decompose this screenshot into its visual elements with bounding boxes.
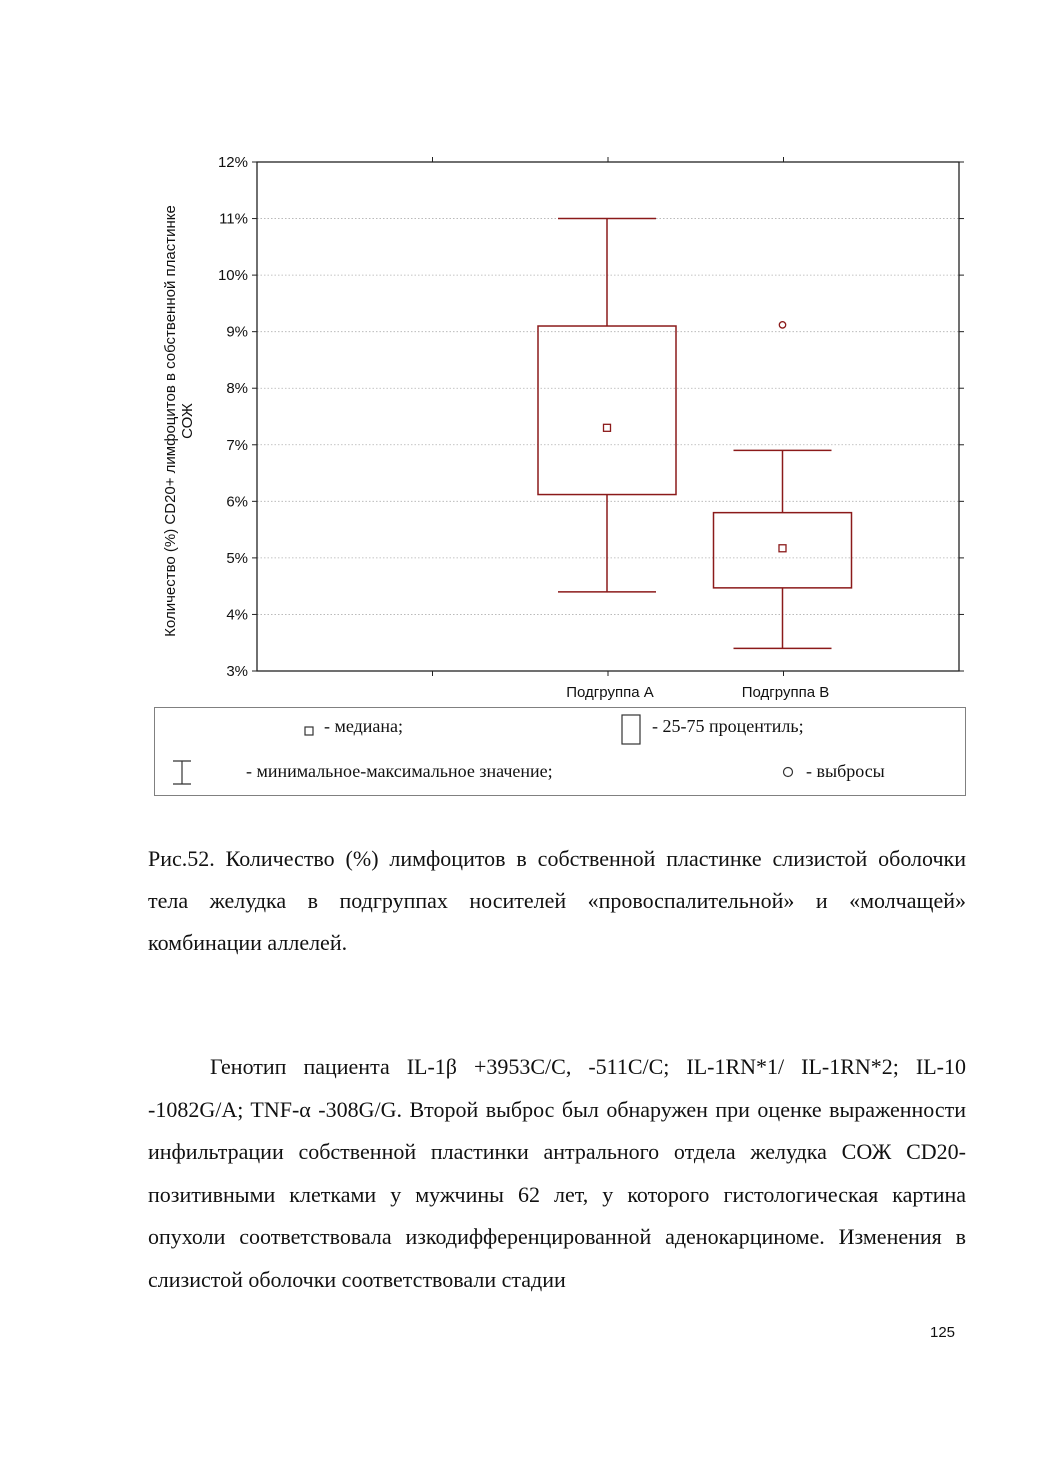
y-tick-label: 10% (217, 267, 248, 285)
median-marker (779, 545, 786, 552)
body-paragraph (148, 1046, 966, 1301)
y-tick-label: 8% (226, 380, 248, 398)
figure-caption (148, 838, 966, 964)
legend-minmax: - минимальное-максимальное значение; (246, 761, 553, 781)
caption-text: Рис.52. Количество (%) лимфоцитов в собственной пластинке слизистой оболочки тела желудка в подгруппах носителей «провоспалительной» и «молчащей» комбинации аллелей. (148, 846, 966, 955)
iqr-box (714, 513, 852, 588)
boxplot-chart (0, 0, 1039, 720)
y-tick-label: 11% (219, 210, 248, 228)
median-marker (604, 424, 611, 431)
minmax-whisker-icon (171, 758, 195, 788)
box-group (714, 322, 852, 649)
median-marker-icon (304, 726, 316, 738)
y-tick-label: 12% (217, 154, 248, 171)
x-ticks (433, 157, 784, 676)
box-group (538, 219, 676, 592)
x-category-label: Подгруппа A (566, 684, 654, 701)
legend-median: - медиана; (324, 716, 404, 736)
x-category-labels (566, 684, 829, 701)
y-tick-labels (218, 154, 248, 680)
outlier-circle-icon (782, 766, 796, 780)
legend-percentile: - 25-75 процентиль; (652, 716, 804, 736)
percentile-box-icon (621, 714, 643, 746)
legend-box (154, 707, 966, 796)
y-axis-label-line-1: Количество (%) CD20+ лимфоцитов в собственной пластинке (162, 205, 179, 637)
y-tick-label: 4% (226, 606, 248, 624)
iqr-box (538, 326, 676, 495)
y-axis-label-line-2: СОЖ (179, 403, 196, 439)
legend-outliers: - выбросы (806, 761, 885, 781)
y-tick-label: 9% (226, 323, 248, 341)
plot-frame (257, 162, 959, 671)
body-text: Генотип пациента IL-1β +3953C/C, -511C/C; IL-1RN*1/ IL-1RN*2; IL-10 -1082G/A; TNF-α -308G/G. Второй выброс был обнаружен при оценке выраженности инфильтрации собственной пластинки антрального отдела желудка СОЖ CD20-позитивными клетками у мужчины 62 лет, у которого гистологическая картина опухоли соответствовала изкодифференцированной аденокарциноме. Изменения в слизистой оболочки соответствовали стадии (148, 1054, 966, 1292)
y-tick-label: 5% (226, 549, 248, 567)
y-axis-label (162, 205, 196, 637)
boxes (538, 219, 852, 649)
outlier-point (779, 322, 785, 328)
y-tick-label: 3% (226, 663, 248, 680)
gridlines (252, 162, 964, 671)
y-tick-label: 6% (226, 493, 248, 511)
page-number: 125 (930, 1324, 956, 1341)
y-tick-label: 7% (226, 436, 248, 454)
x-category-label: Подгруппа B (741, 684, 830, 701)
